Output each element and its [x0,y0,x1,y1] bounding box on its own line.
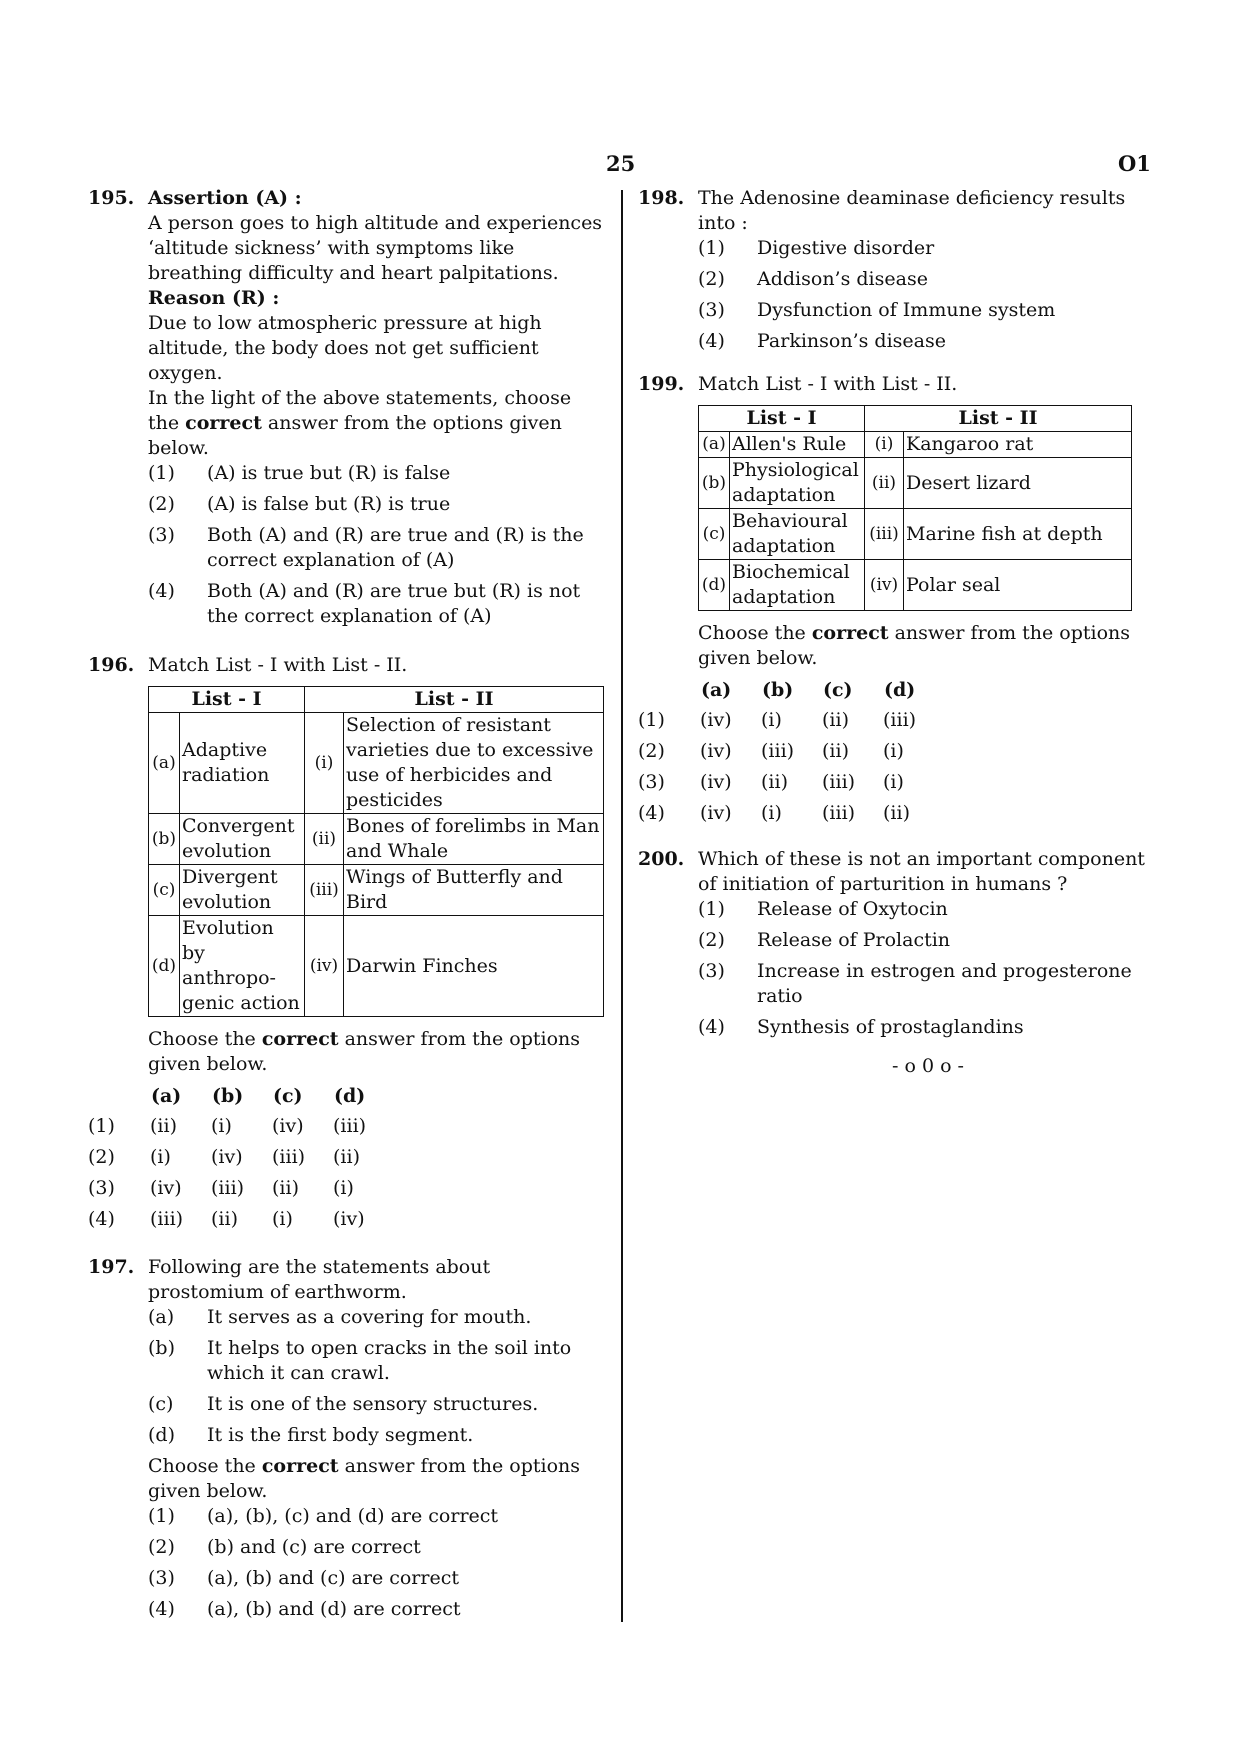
option[interactable]: (1) Digestive disorder [698,237,935,259]
reason-text: Due to low atmospheric pressure at high altitude, the body does not get sufficient oxygen. [148,312,542,384]
option[interactable]: (1) Release of Oxytocin [698,898,948,920]
choose-prompt: Choose the correct answer from the options given below. [148,1455,581,1502]
question-number: 195. [88,187,135,209]
question-number: 196. [88,654,135,676]
option[interactable]: (4) (iv) (i) (iii) (ii) [638,802,910,824]
option[interactable]: (2) (b) and (c) are correct [148,1536,421,1558]
match-table [148,686,604,1017]
option[interactable]: (1) (a), (b), (c) and (d) are correct [148,1505,499,1527]
question-number: 199. [638,373,685,395]
option[interactable]: (1) (A) is true but (R) is false [148,462,451,484]
question-stem: Following are the statements about prostomium of earthworm. [148,1256,491,1303]
list-item: (b) It helps to open cracks in the soil into which it can crawl. [148,1337,572,1384]
list-item: (a) It serves as a covering for mouth. [148,1306,532,1328]
option[interactable]: (2) (iv) (iii) (ii) (i) [638,740,904,762]
list-item: (d) It is the first body segment. [148,1424,474,1446]
options-list [148,1504,608,1622]
option[interactable]: (3) (iv) (iii) (ii) (i) [88,1177,354,1199]
option[interactable]: (3) Dysfunction of Immune system [698,299,1056,321]
right-column [638,186,1158,1079]
options-list [698,897,1158,1040]
question-200 [638,847,1158,1079]
assertion-label: Assertion (A) : [148,187,302,209]
table-row: (d) Biochemical adaptation (iv) Polar seal [699,560,1132,611]
reason-label: Reason (R) : [148,287,280,309]
option[interactable]: (4) Both (A) and (R) are true but (R) is not the correct explanation of (A) [148,580,581,627]
question-number: 197. [88,1256,135,1278]
question-198 [638,186,1158,354]
question-prompt: In the light of the above statements, choose the correct answer from the options given below. [148,387,572,459]
end-of-paper-mark: - o 0 o - [892,1055,964,1077]
list-1-header: List - I [149,687,305,713]
options-list [148,461,608,629]
question-intro: Match List - I with List - II. [148,654,408,676]
booklet-code: O1 [1118,151,1151,176]
table-row: (b) Physiological adaptation (ii) Desert lizard [699,458,1132,509]
options-list [698,236,1158,354]
option[interactable]: (4) Synthesis of prostaglandins [698,1016,1024,1038]
question-197 [88,1255,608,1622]
question-stem: Which of these is not an important component of initiation of parturition in humans ? [698,848,1145,895]
choose-prompt: Choose the correct answer from the options given below. [148,1028,581,1075]
table-row: (b) Convergent evolution (ii) Bones of forelimbs in Man and Whale [149,814,604,865]
list-2-header: List - II [865,406,1132,432]
match-table [698,405,1132,611]
option[interactable]: (2) Release of Prolactin [698,929,951,951]
question-195 [88,186,608,629]
left-column [88,186,608,1628]
table-row: (a) Allen's Rule (i) Kangaroo rat [699,432,1132,458]
option[interactable]: (3) (a), (b) and (c) are correct [148,1567,459,1589]
list-item: (c) It is one of the sensory structures. [148,1393,539,1415]
question-199 [638,372,1158,829]
question-number: 198. [638,187,685,209]
option[interactable]: (2) Addison’s disease [698,268,928,290]
list-2-header: List - II [305,687,604,713]
table-row: (a) Adaptive radiation (i) Selection of resistant varieties due to excessive use of herbicides and pesticides [149,713,604,814]
option[interactable]: (4) Parkinson’s disease [698,330,946,352]
option[interactable]: (4) (iii) (ii) (i) (iv) [88,1208,365,1230]
option[interactable]: (2) (i) (iv) (iii) (ii) [88,1146,360,1168]
question-intro: Match List - I with List - II. [698,373,958,395]
assertion-text: A person goes to high altitude and experiences ‘altitude sickness’ with symptoms like breathing difficulty and heart palpitations. [148,212,603,284]
option[interactable]: (3) (iv) (ii) (iii) (i) [638,771,904,793]
option[interactable]: (2) (A) is false but (R) is true [148,493,451,515]
question-number: 200. [638,848,685,870]
page-number: 25 [606,151,636,176]
question-196 [88,653,608,1235]
answer-options: (a) (b) (c) (d) (1) (ii) (i) (iv) (iii) (2) (i) (iv) (iii) (ii) (3) (iv) (iii) (ii) (i) (4) (iii) (ii) (i) (iv) [88,1081,394,1235]
statements-list [148,1305,608,1448]
answer-options: (a) (b) (c) (d) (1) (iv) (i) (ii) (iii) (2) (iv) (iii) (ii) (i) (3) (iv) (ii) (iii) (i) (4) (iv) (i) (iii) (ii) [638,675,944,829]
table-row: (d) Evolution by anthropo- genic action (iv) Darwin Finches [149,916,604,1017]
option[interactable]: (3) Increase in estrogen and progesterone ratio [698,960,1132,1007]
column-divider [621,190,623,1622]
table-row: (c) Behavioural adaptation (iii) Marine fish at depth [699,509,1132,560]
option[interactable]: (3) Both (A) and (R) are true and (R) is the correct explanation of (A) [148,524,584,571]
question-stem: The Adenosine deaminase deficiency results into : [698,187,1126,234]
choose-prompt: Choose the correct answer from the options given below. [698,622,1131,669]
table-row: (c) Divergent evolution (iii) Wings of Butterfly and Bird [149,865,604,916]
option[interactable]: (1) (ii) (i) (iv) (iii) [88,1115,367,1137]
list-1-header: List - I [699,406,865,432]
option[interactable]: (1) (iv) (i) (ii) (iii) [638,709,917,731]
option[interactable]: (4) (a), (b) and (d) are correct [148,1598,461,1620]
